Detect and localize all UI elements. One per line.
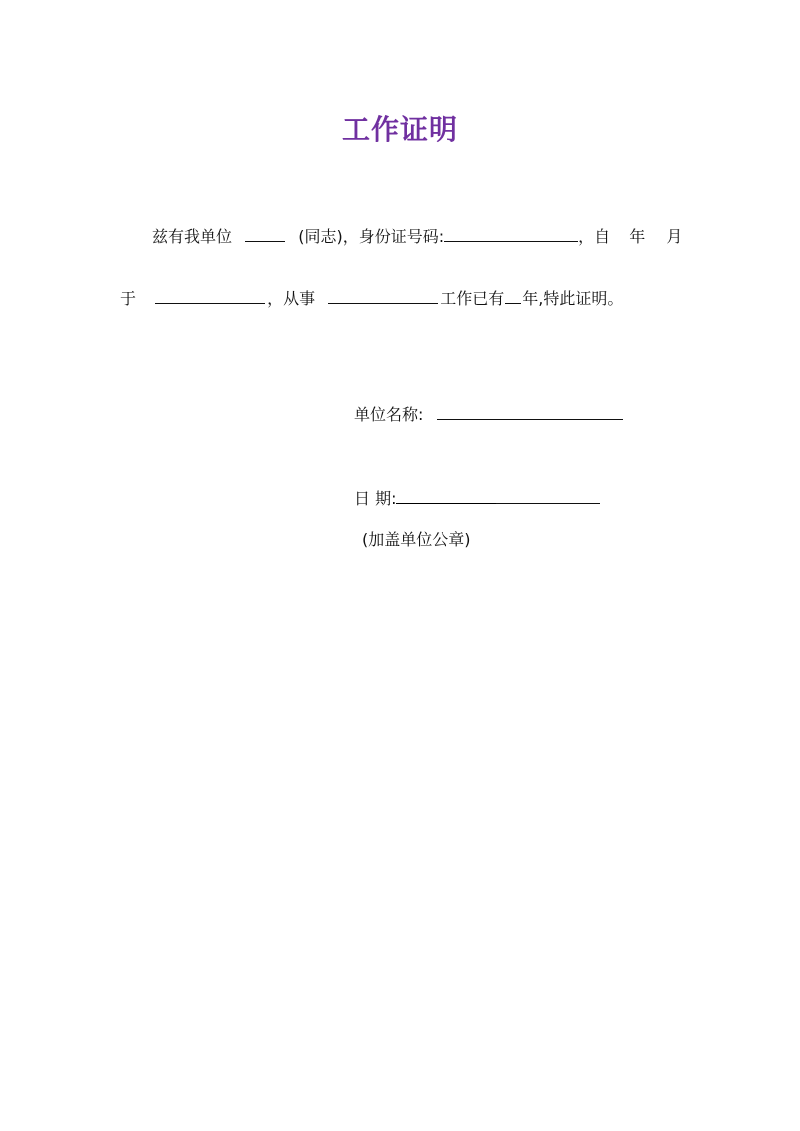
text-year: 年 bbox=[629, 227, 646, 246]
text-engaged: ，从事 bbox=[267, 289, 316, 308]
blank-date-left bbox=[396, 486, 496, 504]
date-label: 日 期: bbox=[354, 489, 397, 508]
text-comrade-id: (同志)，身份证号码: bbox=[298, 227, 445, 246]
unit-name-row bbox=[354, 402, 625, 427]
blank-unit-name bbox=[437, 402, 623, 420]
blank-date-right bbox=[496, 486, 600, 504]
document-title: 工作证明 bbox=[341, 113, 458, 146]
text-certify: 年,特此证明。 bbox=[522, 289, 624, 308]
paragraph-line-1 bbox=[152, 224, 682, 249]
blank-years bbox=[505, 286, 521, 304]
date-row bbox=[354, 486, 600, 511]
blank-name bbox=[245, 224, 285, 242]
blank-start-date bbox=[155, 286, 265, 304]
unit-name-label: 单位名称: bbox=[354, 405, 424, 424]
text-from: ，自 bbox=[578, 227, 611, 246]
paragraph-line-2 bbox=[120, 286, 623, 311]
seal-note: (加盖单位公章) bbox=[362, 530, 471, 549]
text-at: 于 bbox=[120, 289, 137, 308]
blank-id-number bbox=[444, 224, 578, 242]
text-work-years: 工作已有 bbox=[440, 289, 505, 308]
text-month: 月 bbox=[666, 227, 683, 246]
text-lead: 兹有我单位 bbox=[152, 227, 233, 246]
blank-job bbox=[328, 286, 438, 304]
